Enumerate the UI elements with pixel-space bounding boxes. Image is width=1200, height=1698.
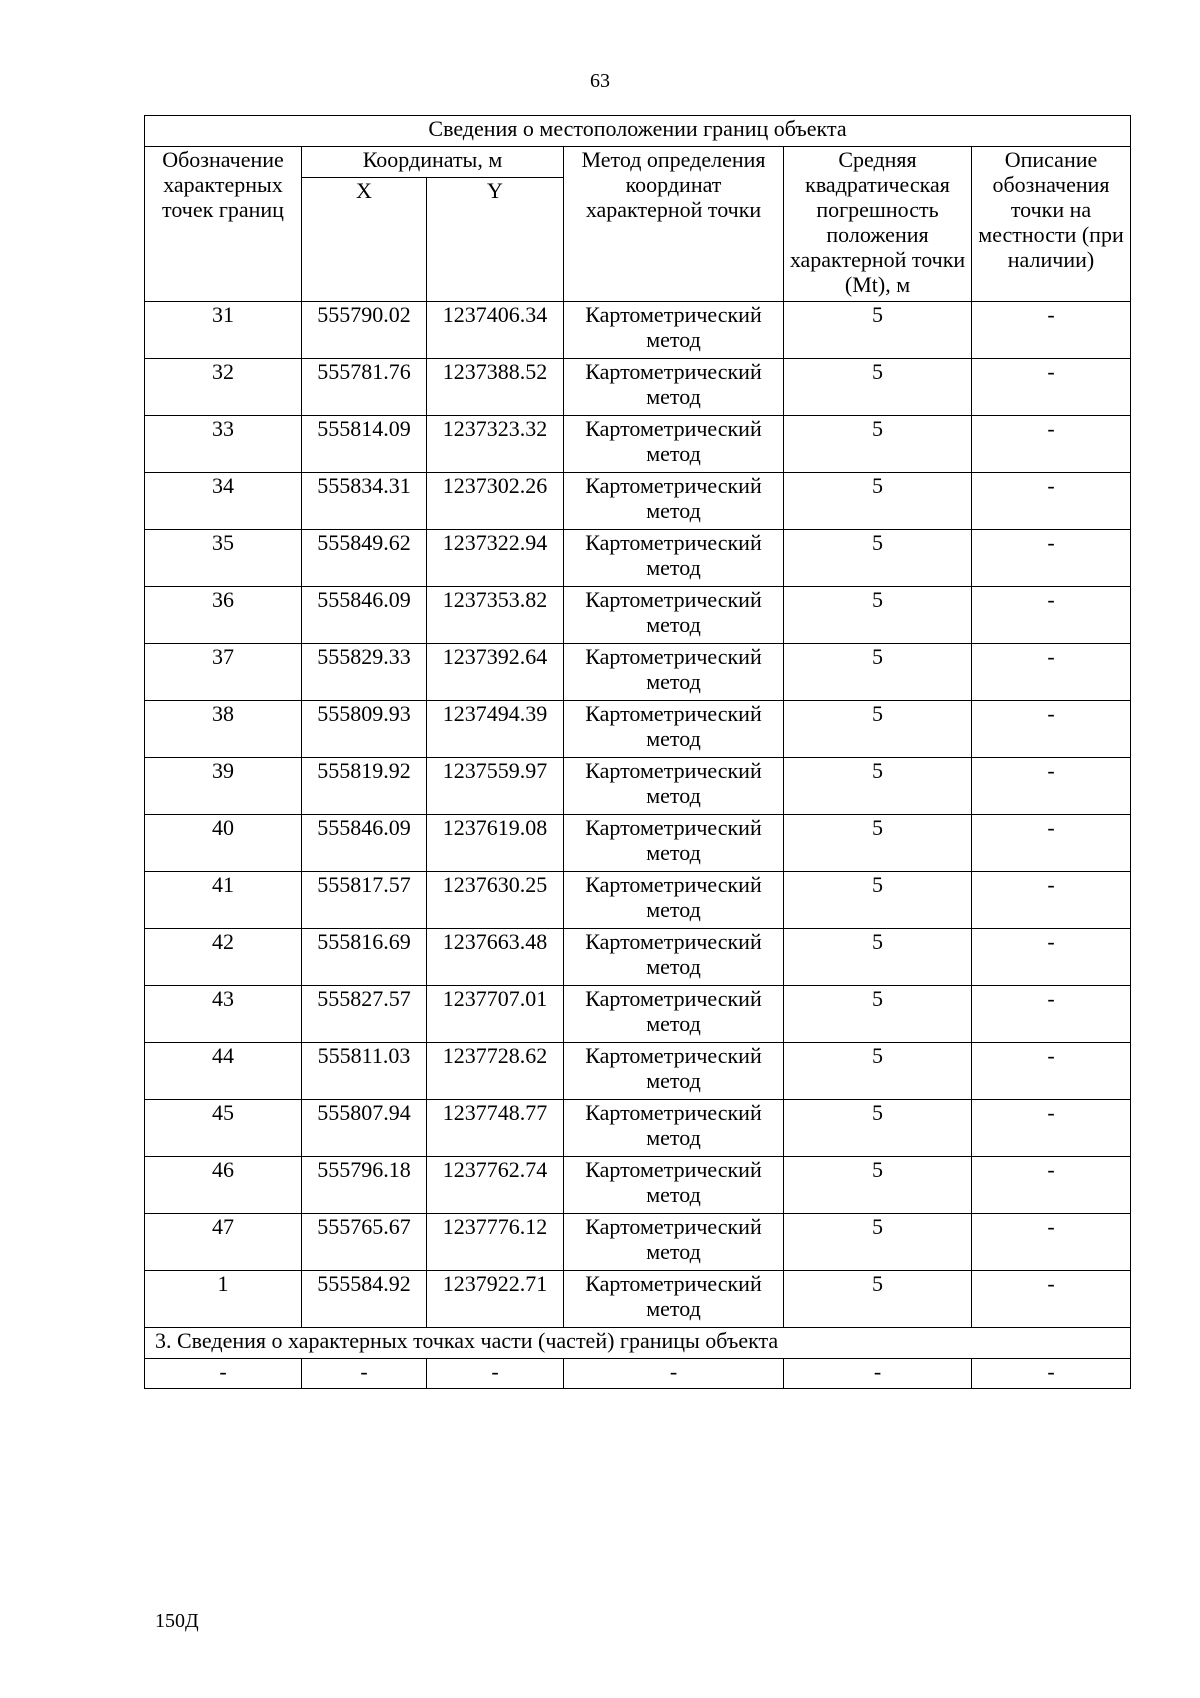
cell-accuracy: 5	[784, 587, 972, 644]
cell-y: 1237748.77	[427, 1100, 564, 1157]
cell-description: -	[972, 1043, 1131, 1100]
cell-x: 555829.33	[302, 644, 427, 701]
cell-description: -	[972, 1157, 1131, 1214]
cell-point: 33	[145, 416, 302, 473]
cell-accuracy: 5	[784, 1043, 972, 1100]
cell-x: 555584.92	[302, 1271, 427, 1328]
cell-y: 1237630.25	[427, 872, 564, 929]
table-row	[145, 473, 1131, 530]
header-coordinates: Координаты, м	[302, 147, 564, 178]
cell-x: 555811.03	[302, 1043, 427, 1100]
header-y: Y	[427, 178, 564, 302]
cell-point: 37	[145, 644, 302, 701]
cell-accuracy: 5	[784, 302, 972, 359]
cell-method: Картометрический метод	[564, 929, 784, 986]
cell-accuracy: 5	[784, 986, 972, 1043]
cell-accuracy: 5	[784, 359, 972, 416]
cell-accuracy: 5	[784, 644, 972, 701]
section-3-cell: -	[145, 1359, 302, 1389]
cell-description: -	[972, 929, 1131, 986]
cell-description: -	[972, 815, 1131, 872]
cell-method: Картометрический метод	[564, 872, 784, 929]
cell-method: Картометрический метод	[564, 302, 784, 359]
cell-x: 555816.69	[302, 929, 427, 986]
cell-point: 39	[145, 758, 302, 815]
cell-accuracy: 5	[784, 530, 972, 587]
cell-description: -	[972, 1271, 1131, 1328]
cell-x: 555846.09	[302, 815, 427, 872]
cell-description: -	[972, 986, 1131, 1043]
cell-method: Картометрический метод	[564, 1100, 784, 1157]
cell-description: -	[972, 644, 1131, 701]
cell-accuracy: 5	[784, 473, 972, 530]
cell-point: 34	[145, 473, 302, 530]
cell-description: -	[972, 1100, 1131, 1157]
header-accuracy: Средняя квадратическая погрешность положения характерной точки (Mt), м	[784, 147, 972, 302]
table-row	[145, 986, 1131, 1043]
cell-x: 555790.02	[302, 302, 427, 359]
cell-description: -	[972, 416, 1131, 473]
cell-y: 1237323.32	[427, 416, 564, 473]
cell-accuracy: 5	[784, 758, 972, 815]
cell-point: 42	[145, 929, 302, 986]
cell-description: -	[972, 302, 1131, 359]
table-row	[145, 929, 1131, 986]
table-row	[145, 644, 1131, 701]
table-row	[145, 587, 1131, 644]
cell-accuracy: 5	[784, 416, 972, 473]
cell-description: -	[972, 530, 1131, 587]
header-x: X	[302, 178, 427, 302]
cell-accuracy: 5	[784, 872, 972, 929]
table-title: Сведения о местоположении границ объекта	[145, 116, 1131, 147]
cell-description: -	[972, 359, 1131, 416]
cell-description: -	[972, 473, 1131, 530]
header-point-designation: Обозначение характерных точек границ	[145, 147, 302, 302]
section-3-cell: -	[564, 1359, 784, 1389]
cell-method: Картометрический метод	[564, 359, 784, 416]
cell-point: 45	[145, 1100, 302, 1157]
cell-accuracy: 5	[784, 929, 972, 986]
cell-description: -	[972, 587, 1131, 644]
cell-method: Картометрический метод	[564, 701, 784, 758]
cell-point: 32	[145, 359, 302, 416]
cell-point: 43	[145, 986, 302, 1043]
table-row	[145, 359, 1131, 416]
table-row	[145, 1271, 1131, 1328]
table-row	[145, 302, 1131, 359]
cell-description: -	[972, 701, 1131, 758]
table-row	[145, 416, 1131, 473]
section-3-cell: -	[302, 1359, 427, 1389]
cell-description: -	[972, 758, 1131, 815]
cell-accuracy: 5	[784, 1157, 972, 1214]
cell-x: 555834.31	[302, 473, 427, 530]
footer-code: 150Д	[155, 1610, 199, 1632]
table-row	[145, 872, 1131, 929]
cell-point: 1	[145, 1271, 302, 1328]
cell-x: 555796.18	[302, 1157, 427, 1214]
cell-point: 38	[145, 701, 302, 758]
cell-description: -	[972, 872, 1131, 929]
table-row	[145, 1214, 1131, 1271]
cell-method: Картометрический метод	[564, 644, 784, 701]
cell-method: Картометрический метод	[564, 758, 784, 815]
table-row	[145, 1100, 1131, 1157]
cell-point: 40	[145, 815, 302, 872]
cell-x: 555846.09	[302, 587, 427, 644]
section-3-cell: -	[972, 1359, 1131, 1389]
table-row	[145, 815, 1131, 872]
cell-method: Картометрический метод	[564, 587, 784, 644]
cell-point: 35	[145, 530, 302, 587]
cell-x: 555807.94	[302, 1100, 427, 1157]
cell-y: 1237353.82	[427, 587, 564, 644]
cell-point: 47	[145, 1214, 302, 1271]
section-3-title: 3. Сведения о характерных точках части (частей) границы объекта	[145, 1328, 1131, 1359]
cell-method: Картометрический метод	[564, 473, 784, 530]
cell-y: 1237388.52	[427, 359, 564, 416]
page-number: 63	[590, 70, 610, 92]
cell-y: 1237494.39	[427, 701, 564, 758]
table-row	[145, 1043, 1131, 1100]
cell-y: 1237322.94	[427, 530, 564, 587]
cell-y: 1237663.48	[427, 929, 564, 986]
cell-y: 1237728.62	[427, 1043, 564, 1100]
cell-y: 1237302.26	[427, 473, 564, 530]
cell-method: Картометрический метод	[564, 1214, 784, 1271]
table-row	[145, 1157, 1131, 1214]
table-row	[145, 758, 1131, 815]
cell-method: Картометрический метод	[564, 530, 784, 587]
cell-accuracy: 5	[784, 815, 972, 872]
cell-y: 1237392.64	[427, 644, 564, 701]
cell-accuracy: 5	[784, 1271, 972, 1328]
cell-x: 555809.93	[302, 701, 427, 758]
cell-method: Картометрический метод	[564, 815, 784, 872]
table-row	[145, 701, 1131, 758]
cell-y: 1237707.01	[427, 986, 564, 1043]
cell-y: 1237559.97	[427, 758, 564, 815]
section-3-cell: -	[784, 1359, 972, 1389]
header-description: Описание обозначения точки на местности (при наличии)	[972, 147, 1131, 302]
cell-y: 1237762.74	[427, 1157, 564, 1214]
table-row	[145, 530, 1131, 587]
cell-x: 555817.57	[302, 872, 427, 929]
boundary-coordinates-table	[144, 115, 1131, 1389]
cell-y: 1237776.12	[427, 1214, 564, 1271]
cell-method: Картометрический метод	[564, 1271, 784, 1328]
cell-x: 555814.09	[302, 416, 427, 473]
cell-y: 1237922.71	[427, 1271, 564, 1328]
cell-method: Картометрический метод	[564, 1157, 784, 1214]
cell-accuracy: 5	[784, 1100, 972, 1157]
cell-y: 1237406.34	[427, 302, 564, 359]
cell-point: 46	[145, 1157, 302, 1214]
cell-x: 555827.57	[302, 986, 427, 1043]
cell-description: -	[972, 1214, 1131, 1271]
cell-x: 555765.67	[302, 1214, 427, 1271]
cell-x: 555819.92	[302, 758, 427, 815]
header-method: Метод определения координат характерной точки	[564, 147, 784, 302]
cell-accuracy: 5	[784, 701, 972, 758]
section-3-row	[145, 1359, 1131, 1389]
cell-point: 44	[145, 1043, 302, 1100]
cell-accuracy: 5	[784, 1214, 972, 1271]
cell-x: 555849.62	[302, 530, 427, 587]
cell-method: Картометрический метод	[564, 1043, 784, 1100]
section-3-cell: -	[427, 1359, 564, 1389]
cell-point: 41	[145, 872, 302, 929]
cell-y: 1237619.08	[427, 815, 564, 872]
cell-method: Картометрический метод	[564, 986, 784, 1043]
cell-point: 36	[145, 587, 302, 644]
cell-method: Картометрический метод	[564, 416, 784, 473]
cell-point: 31	[145, 302, 302, 359]
cell-x: 555781.76	[302, 359, 427, 416]
